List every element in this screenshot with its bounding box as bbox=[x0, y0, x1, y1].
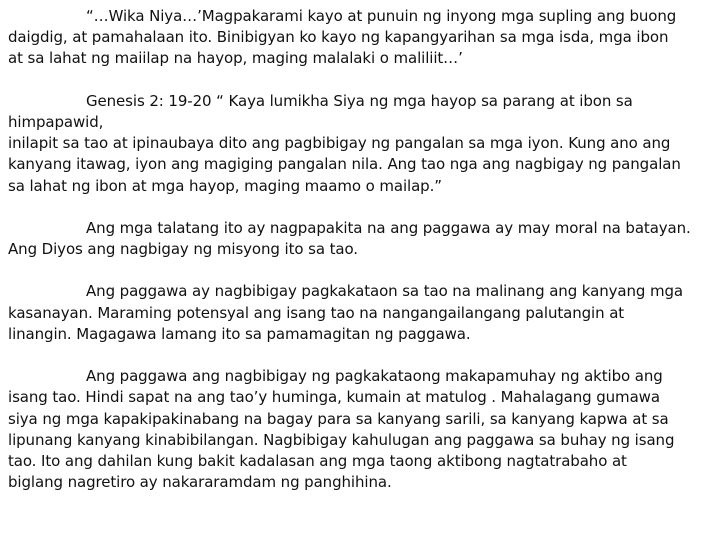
text-line: inilapit sa tao at ipinaubaya dito ang pagbibigay ng pangalan sa mga iyon. Kung ano ang bbox=[8, 134, 671, 153]
text-line: lipunang kanyang kinabibilangan. Nagbibigay kahulugan ang paggawa sa buhay ng isang bbox=[8, 430, 675, 449]
text-line: Genesis 2: 19-20 “ Kaya lumikha Siya ng mga hayop sa parang at ibon sa bbox=[86, 91, 633, 110]
text-line: isang tao. Hindi sapat na ang tao’y huminga, kumain at matulog . Mahalagang gumawa bbox=[8, 388, 660, 407]
paragraph-moral-basis bbox=[8, 218, 726, 260]
text-line: Ang mga talatang ito ay nagpapakita na ang paggawa ay may moral na batayan. bbox=[86, 218, 691, 237]
paragraph-quote-genesis-1 bbox=[8, 6, 726, 70]
text-line: tao. Ito ang dahilan kung bakit kadalasan ang mga taong aktibong nagtatrabaho at bbox=[8, 451, 627, 470]
text-line: Ang paggawa ay nagbibigay pagkakataon sa tao na malinang ang kanyang mga bbox=[86, 282, 684, 301]
text-line: siya ng mga kapakipakinabang na bagay para sa kanyang sarili, sa kanyang kapwa at sa bbox=[8, 409, 669, 428]
paragraph-spacer bbox=[8, 345, 726, 366]
text-line: Ang paggawa ang nagbibigay ng pagkakataong makapamuhay ng aktibo ang bbox=[86, 367, 663, 386]
text-line: Ang Diyos ang nagbigay ng misyong ito sa tao. bbox=[8, 240, 358, 259]
text-line: at sa lahat ng maiilap na hayop, maging malalaki o maliliit…’ bbox=[8, 49, 463, 68]
paragraph-quote-genesis-2 bbox=[8, 91, 726, 197]
text-line: kanyang itawag, iyon ang magiging pangalan nila. Ang tao nga ang nagbigay ng pangalan bbox=[8, 155, 681, 174]
text-line: “…Wika Niya…’Magpakarami kayo at punuin ng inyong mga supling ang buong bbox=[86, 7, 677, 25]
text-line: biglang nagretiro ay nakararamdam ng panghihina. bbox=[8, 473, 392, 492]
paragraph-skills bbox=[8, 281, 726, 345]
text-line: daigdig, at pamahalaan ito. Binibigyan ko kayo ng kapangyarihan sa mga isda, mga ibon bbox=[8, 28, 669, 47]
paragraph-spacer bbox=[8, 197, 726, 218]
text-line: kasanayan. Maraming potensyal ang isang tao na nangangailangang palutangin at bbox=[8, 303, 625, 322]
text-line: linangin. Magagawa lamang ito sa pamamagitan ng paggawa. bbox=[8, 324, 471, 343]
text-line: himpapawid, bbox=[8, 112, 104, 131]
text-line: sa lahat ng ibon at mga hayop, maging maamo o mailap.” bbox=[8, 176, 442, 195]
paragraph-active-life bbox=[8, 366, 726, 493]
paragraph-spacer bbox=[8, 70, 726, 91]
paragraph-spacer bbox=[8, 260, 726, 281]
